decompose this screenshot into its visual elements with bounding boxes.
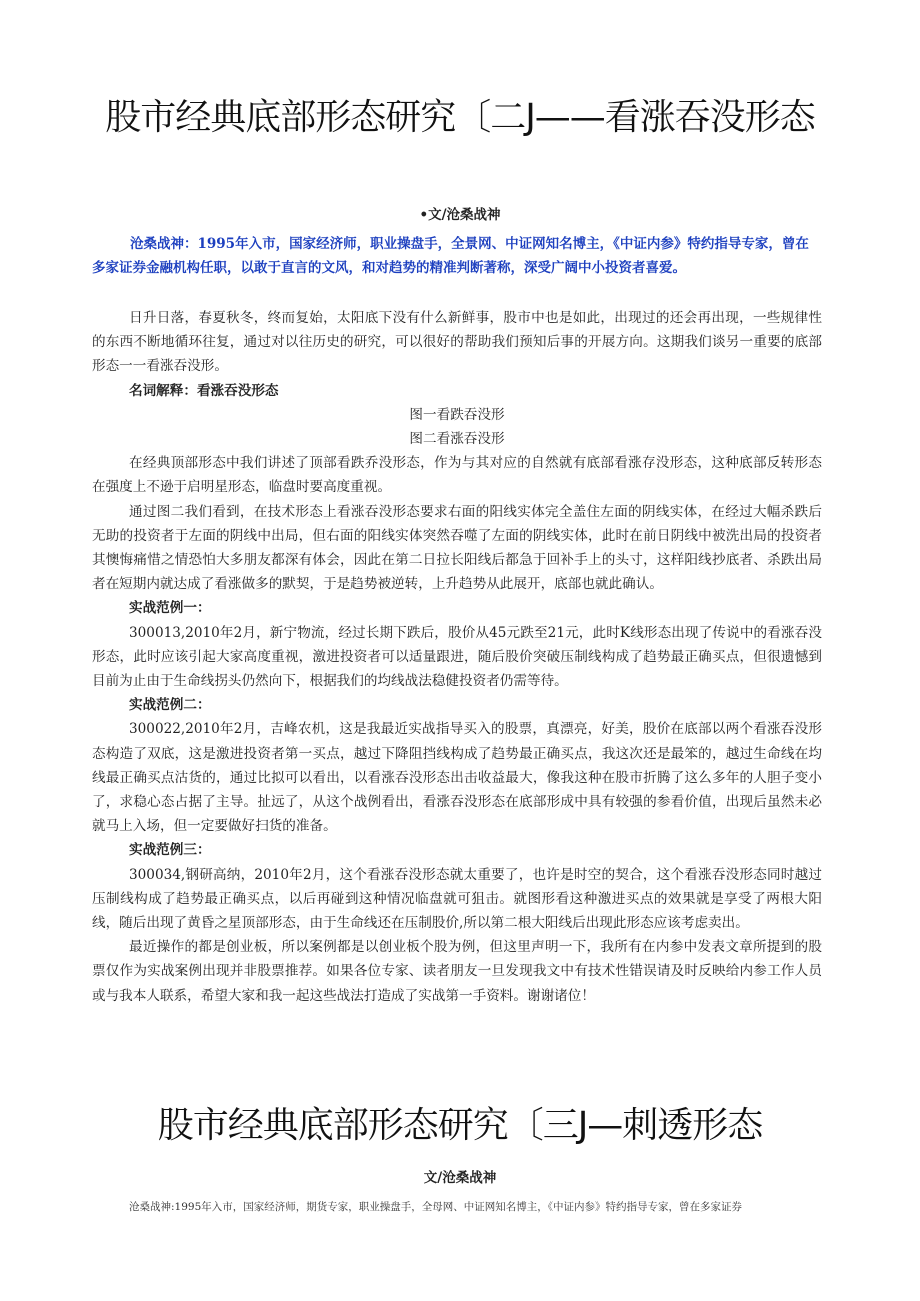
- case2-paragraph: 300022,2010年2月，吉峰农机，这是我最近实战指导买入的股票，真漂亮，好美，股价在底部以两个看涨吞没形态构造了双底，这是激进投资者第一买点，越过下降阻挡线构成了趋势最正确买点，我这次还是最笨的，越过生命线在均线最正确买点沽货的，通过比拟可以看出，以看涨吞没形态出击收益最大，像我这种在股市折腾了这么多年的人胆子变小了，求稳心态占据了主导。扯远了，从这个战例看出，看涨吞没形态在底部形成中具有较强的参看价值，出现后虽然未必就马上入场，但一定要做好扫货的准备。: [92, 721, 822, 835]
- term-heading: 名词解释：看涨吞没形态: [129, 382, 279, 399]
- article1-title: 股市经典底部形态研究〔二J——看涨吞没形态: [105, 97, 815, 138]
- article1-body: [92, 306, 822, 1008]
- article1-author-intro: 沧桑战神：1995年入市，国家经济师，职业操盘手，全景网、中证网知名博主，《中证内参》特约指导专家，曾在多家证券金融机构任职，以敢于直言的文风，和对趋势的精准判断著称，深受广阔中小投资者喜爱。: [92, 236, 809, 276]
- figure2-caption: 图二看涨吞没形: [409, 431, 505, 448]
- case1-heading: 实战范例一：: [129, 600, 211, 617]
- article1-paragraph: 日升日落，春夏秋冬，终而复始，太阳底下没有什么新鲜事，股市中也是如此，出现过的还会再出现，一些规律性的东西不断地循环往复，通过对以往历史的研究，可以很好的帮助我们预知后事的开展方向。这期我们谈另一重要的底部形态一一看涨吞没形。: [92, 310, 822, 375]
- article1-paragraph: 通过图二我们看到，在技术形态上看涨吞没形态要求右面的阳线实体完全盖住左面的阴线实体，在经过大幅杀跌后无助的投资者于左面的阴线中出局，但右面的阳线实体突然吞噬了左面的阴线实体，此时在前日阴线中被洗出局的投资者其懊悔痛惜之情恐怕大多朋友都深有体会，因此在第二日拉长阳线后都急于回补手上的头寸，这样阳线抄底者、杀跌出局者在短期内就达成了看涨做多的默契，于是趋势被逆转，上升趋势从此展开，底部也就此确认。: [92, 503, 822, 593]
- article1-byline: •文/沧桑战神: [419, 207, 501, 223]
- article1-paragraph: 在经典顶部形态中我们讲述了顶部看跌乔没形态，作为与其对应的自然就有底部看涨存没形态，这种底部反转形态在强度上不逊于启明星形态，临盘时要高度重视。: [92, 455, 822, 496]
- article2-author-intro: 沧桑战神:1995年入市，国家经济师，期货专家，职业操盘手，全母网、中证网知名博主，《中证内参》特约指导专家，曾在多家证券: [129, 1201, 743, 1213]
- article2-byline: 文/沧桑战神: [423, 1170, 497, 1186]
- figure1-caption: 图一看跌吞没形: [409, 406, 505, 423]
- case2-heading: 实战范例二：: [129, 697, 211, 714]
- case3-heading: 实战范例三：: [129, 842, 211, 859]
- closing-paragraph: 最近操作的都是创业板，所以案例都是以创业板个股为例，但这里声明一下，我所有在内参中发表文章所提到的股票仅作为实战案例出现并非股票推荐。如果各位专家、读者朋友一旦发现我文中有技术性错误请及时反映给内参工作人员或与我本人联系，希望大家和我一起这些战法打造成了实战第一手资料。谢谢诸位！: [92, 939, 822, 1004]
- case3-paragraph: 300034,钢研高纳，2010年2月，这个看涨吞没形态就太重要了，也许是时空的契合，这个看涨吞没形态同时越过压制线构成了趋势最正确买点，以后再碰到这种情况临盘就可狙击。就图形看这种激进买点的效果就是享受了两根大阳线，随后出现了黄昏之星顶部形态，由于生命线还在压制股价,所以第二根大阳线后出现此形态应该考虑卖出。: [92, 866, 822, 932]
- article2-title: 股市经典底部形态研究〔三J—刺透形态: [157, 1105, 763, 1146]
- case1-paragraph: 300013,2010年2月，新宁物流，经过长期下跌后，股价从45元跌至21元，此时K线形态出现了传说中的看涨吞没形态，此时应该引起大家高度重视，激进投资者可以适量跟进，随后股价突破压制线构成了趋势最正确买点，但很遗憾到目前为止由于生命线拐头仍然向下，根据我们的均线战法稳健投资者仍需等待。: [92, 624, 822, 690]
